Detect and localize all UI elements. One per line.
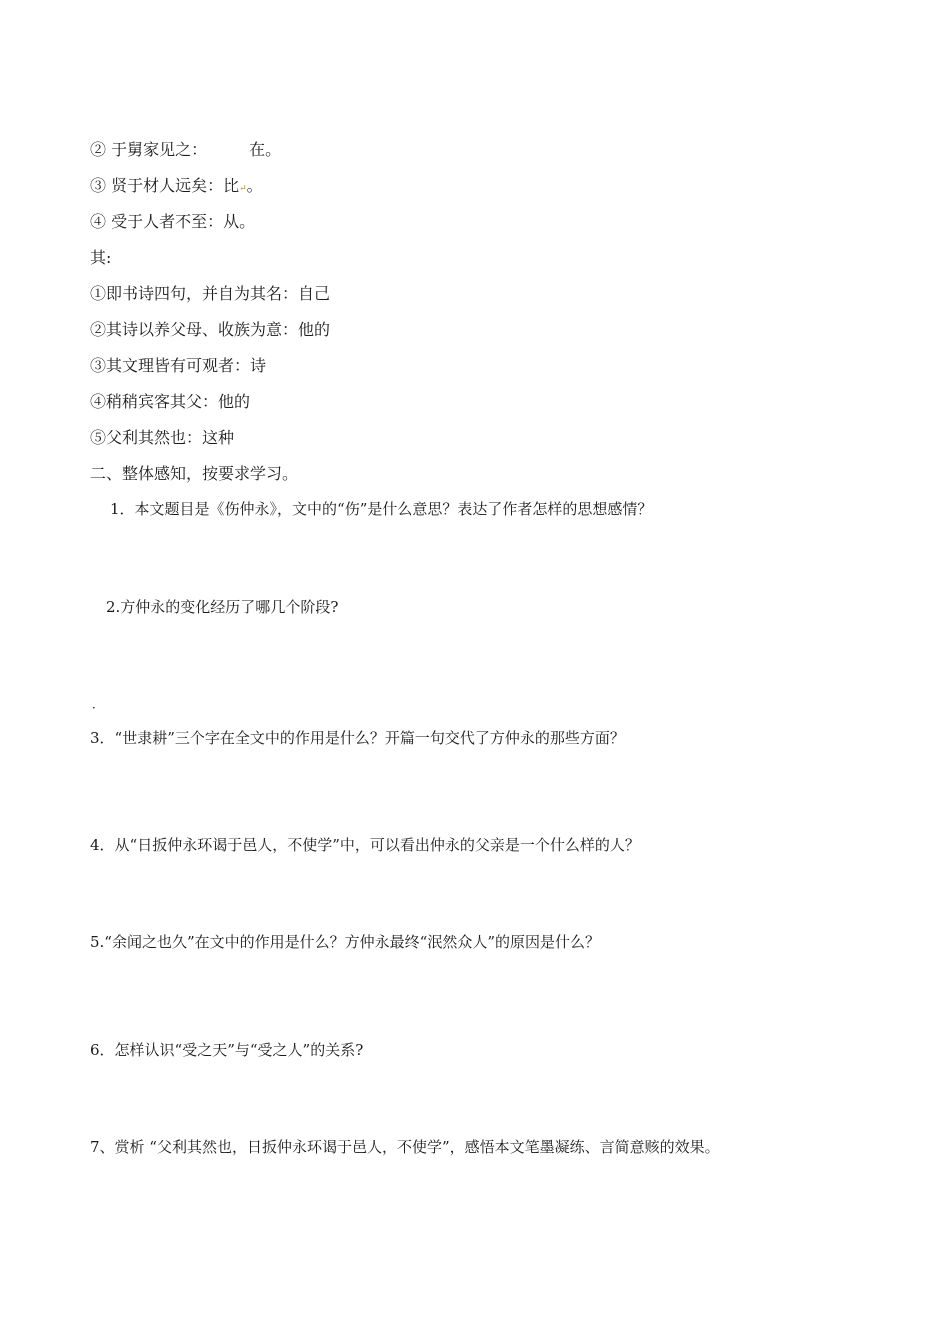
qi-item: ⑤父利其然也：这种 xyxy=(90,428,235,447)
question-7: 7、赏析 “父利其然也，日扳仲永环谒于邑人，不使学”，感悟本文笔墨凝练、言简意赅的效果。 xyxy=(90,1138,720,1156)
qi-heading: 其: xyxy=(90,248,112,267)
stray-dot: ． xyxy=(92,697,105,711)
yu-usage-meaning: 比 xyxy=(223,176,240,195)
qi-item: ③其文理皆有可观者：诗 xyxy=(90,356,267,375)
yu-usage-meaning: 从。 xyxy=(223,212,256,231)
question-1: 1．本文题目是《伤仲永》，文中的“伤”是什么意思？表达了作者怎样的思想感情？ xyxy=(110,500,653,518)
yu-usage-phrase: ④ 受于人者不至： xyxy=(90,212,224,231)
yu-usage-meaning: 在。 xyxy=(249,140,282,159)
question-2: 2.方仲永的变化经历了哪几个阶段? xyxy=(106,598,339,616)
yu-usage-item-2 xyxy=(90,140,281,160)
qi-item: ④稍稍宾客其父：他的 xyxy=(90,392,251,411)
yu-usage-item-4 xyxy=(90,212,255,232)
yu-usage-phrase: ② 于舅家见之： xyxy=(90,140,208,159)
question-4: 4．从“日扳仲永环谒于邑人，不使学”中，可以看出仲永的父亲是一个什么样的人？ xyxy=(90,836,640,854)
question-5: 5.“余闻之也久”在文中的作用是什么？方仲永最终“泯然众人”的原因是什么？ xyxy=(90,933,600,951)
comment-marker-icon: ↵ xyxy=(239,184,247,194)
section-heading: 二、整体感知，按要求学习。 xyxy=(90,464,299,483)
yu-usage-item-3 xyxy=(90,176,263,199)
question-3: 3．“世隶耕”三个字在全文中的作用是什么？开篇一句交代了方仲永的那些方面？ xyxy=(90,729,625,747)
yu-usage-phrase: ③ 贤于材人远矣： xyxy=(90,176,224,195)
question-6: 6．怎样认识“受之天”与“受之人”的关系? xyxy=(90,1041,364,1059)
qi-item: ②其诗以养父母、收族为意：他的 xyxy=(90,320,331,339)
qi-item: ①即书诗四句，并自为其名：自己 xyxy=(90,284,331,303)
yu-usage-end: 。 xyxy=(246,176,263,195)
